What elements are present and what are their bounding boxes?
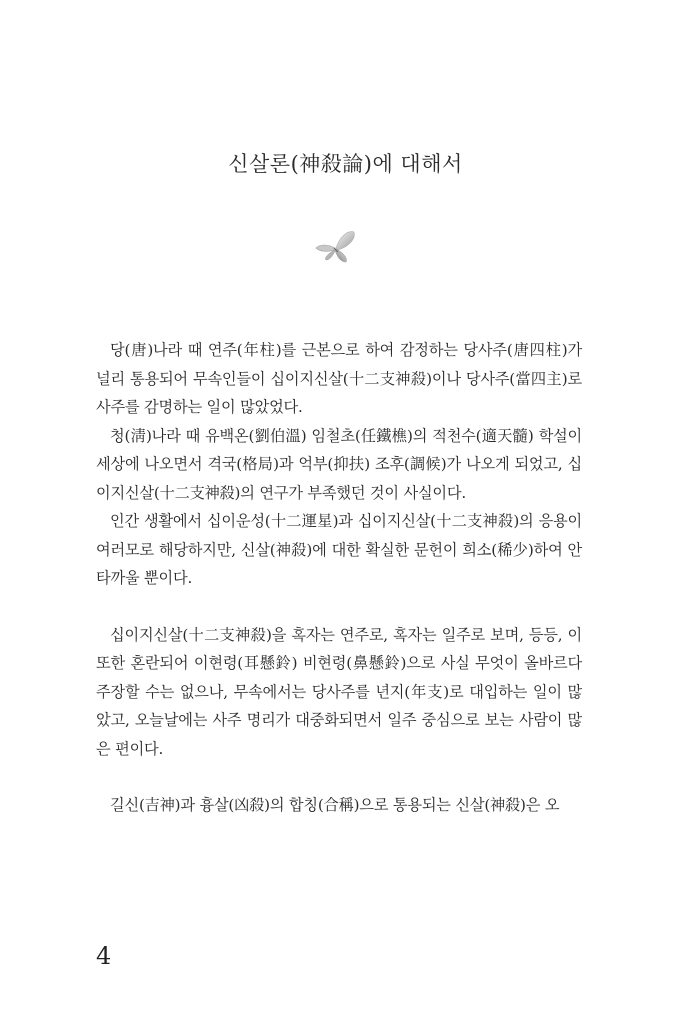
paragraph: 청(淸)나라 때 유백온(劉伯溫) 임철초(任鐵樵)의 적천수(適天髓) 학설이 세상에 나오면서 격국(格局)과 억부(抑扶) 조후(調候)가 나오게 되었고, 십이지신살(十二支神殺)의 연구가 부족했던 것이 사실이다. [96, 426, 582, 502]
page-number: 4 [96, 942, 112, 970]
paragraph-gap [96, 593, 582, 621]
body-text [96, 336, 582, 820]
paragraph-gap [96, 763, 582, 791]
paragraph: 인간 생활에서 십이운성(十二運星)과 십이지신살(十二支神殺)의 응용이 여러모로 해당하지만, 신살(神殺)에 대한 확실한 문헌이 희소(稀少)하여 안타까울 뿐이다. [96, 512, 582, 587]
butterfly-icon [312, 228, 358, 266]
paragraph: 당(唐)나라 때 연주(年柱)를 근본으로 하여 감정하는 당사주(唐四柱)가 널리 통용되어 무속인들이 십이지신살(十二支神殺)이나 당사주(當四主)로 사주를 감명하는 일이 많았었다. [96, 341, 582, 416]
paragraph: 십이지신살(十二支神殺)을 혹자는 연주로, 혹자는 일주로 보며, 등등, 이 또한 혼란되어 이현령(耳懸鈴) 비현령(鼻懸鈴)으로 사실 무엇이 올바르다 주장할 수는 없으나, 무속에서는 당사주를 년지(年支)로 대입하는 일이 많았고, 오늘날에는 사주 명리가 대중화되면서 일주 중심으로 보는 사람이 많은 편이다. [96, 625, 582, 758]
paragraph: 길신(吉神)과 흉살(凶殺)의 합칭(合稱)으로 통용되는 신살(神殺)은 오 [110, 796, 560, 814]
page-title: 신살론(神殺論)에 대해서 [228, 152, 463, 176]
